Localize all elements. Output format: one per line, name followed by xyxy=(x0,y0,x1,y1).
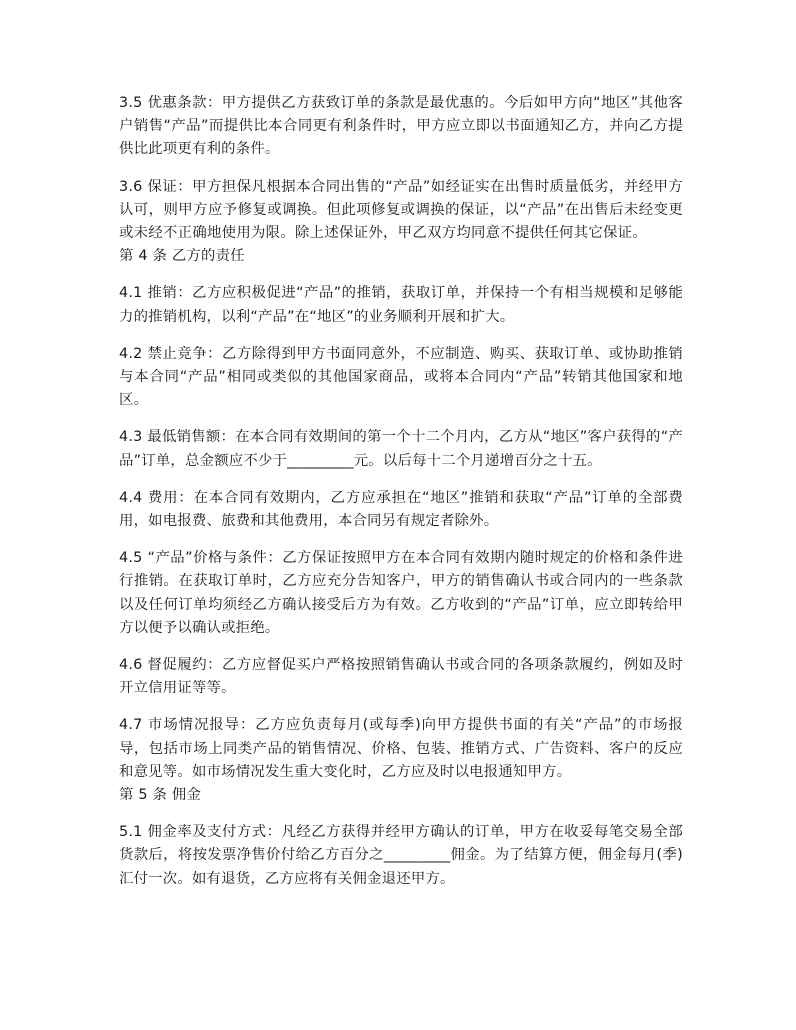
clause-4-1 xyxy=(119,282,683,328)
clause-3-5 xyxy=(119,92,683,162)
clause-3-6-text: 3.6 保证：甲方担保凡根据本合同出售的“产品”如经证实在出售时质量低劣，并经甲方认可，则甲方应予修复或调换。但此项修复或调换的保证，以“产品”在出售后未经变更或未经不正确地使用为限。除上述保证外，甲乙双方均同意不提供任何其它保证。 xyxy=(119,178,683,242)
clause-4-7 xyxy=(119,714,683,784)
clause-4-6-text: 4.6 督促履约：乙方应督促买户严格按照销售确认书或合同的各项条款履约，例如及时开立信用证等等。 xyxy=(119,657,683,697)
clause-5-1-text: 5.1 佣金率及支付方式：凡经乙方获得并经甲方确认的订单，甲方在收妥每笔交易全部货款后，将按发票净售价付给乙方百分之_________佣金。为了结算方便，佣金每月(季)汇付一次。如有退货，乙方应将有关佣金退还甲方。 xyxy=(119,824,683,887)
contract-body xyxy=(119,92,683,905)
clause-4-4-text: 4.4 费用：在本合同有效期内，乙方应承担在“地区”推销和获取“产品”订单的全部费用，如电报费、旅费和其他费用，本合同另有规定者除外。 xyxy=(119,489,683,530)
clause-4-7-text: 4.7 市场情况报导：乙方应负责每月(或每季)向甲方提供书面的有关“产品”的市场报导，包括市场上同类产品的销售情况、价格、包装、推销方式、广告资料、客户的反应和意见等。如市场情况发生重大变化时，乙方应及时以电报通知甲方。 xyxy=(119,717,683,780)
clause-4-2 xyxy=(119,343,683,413)
clause-4-3 xyxy=(119,426,683,472)
clause-4-1-text: 4.1 推销：乙方应积极促进“产品”的推销，获取订单，并保持一个有相当规模和足够能力的推销机构，以利“产品”在“地区”的业务顺利开展和扩大。 xyxy=(119,285,683,325)
article-4-heading: 第 4 条 乙方的责任 xyxy=(119,248,245,265)
article-5-heading-text: 第 5 条 佣金 xyxy=(119,787,202,804)
clause-4-3-text: 4.3 最低销售额：在本合同有效期间的第一个十二个月内，乙方从“地区”客户获得的“产品”订单，总金额应不少于_________元。以后每十二个月递增百分之十五。 xyxy=(119,429,683,469)
article-5-heading xyxy=(119,784,683,807)
clause-4-5 xyxy=(119,547,683,640)
clause-4-2-text: 4.2 禁止竞争：乙方除得到甲方书面同意外，不应制造、购买、获取订单、或协助推销与本合同“产品”相同或类似的其他国家商品，或将本合同内“产品”转销其他国家和地区。 xyxy=(119,345,683,409)
clause-3-6 xyxy=(119,176,683,269)
clause-4-6 xyxy=(119,654,683,700)
clause-5-1 xyxy=(119,821,683,891)
clause-4-4 xyxy=(119,487,683,533)
clause-3-5-text: 3.5 优惠条款：甲方提供乙方获致订单的条款是最优惠的。今后如甲方向“地区”其他客户销售“产品”而提供比本合同更有利条件时，甲方应立即以书面通知乙方，并向乙方提供比此项更有利的条件。 xyxy=(119,95,683,158)
clause-4-5-text: 4.5 “产品”价格与条件：乙方保证按照甲方在本合同有效期内随时规定的价格和条件进行推销。在获取订单时，乙方应充分告知客户，甲方的销售确认书或合同内的一些条款以及任何订单均须经乙方确认接受后方为有效。乙方收到的“产品”订单，应立即转给甲方以便予以确认或拒绝。 xyxy=(119,550,683,636)
